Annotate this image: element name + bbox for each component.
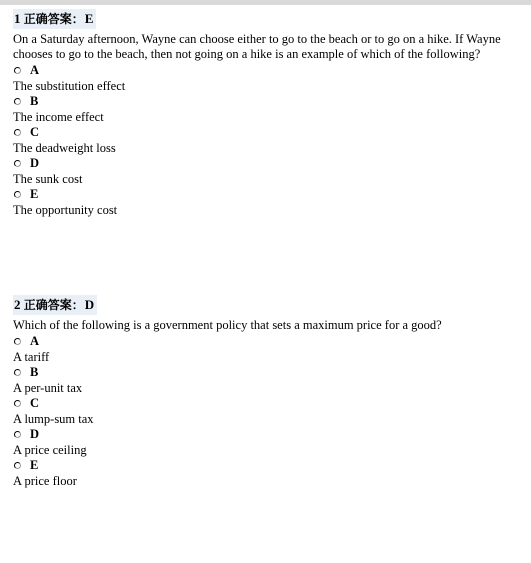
- option-row: [13, 396, 518, 411]
- radio-button[interactable]: [14, 191, 21, 198]
- option-d: [13, 156, 518, 187]
- option-a: [13, 63, 518, 94]
- question-text: Which of the following is a government policy that sets a maximum price for a good?: [13, 318, 442, 332]
- correct-answer-label: 正确答案：: [23, 298, 84, 312]
- option-text: The sunk cost: [13, 172, 83, 186]
- option-letter: D: [30, 427, 40, 441]
- option-text: The substitution effect: [13, 79, 126, 93]
- option-row: [13, 125, 518, 140]
- option-c: [13, 125, 518, 156]
- option-letter: A: [30, 63, 40, 77]
- top-toolbar-strip: [0, 0, 531, 5]
- radio-button[interactable]: [14, 160, 21, 167]
- question-1: [13, 9, 518, 218]
- option-c: [13, 396, 518, 427]
- option-a: [13, 334, 518, 365]
- question-header: [13, 295, 97, 315]
- question-number: 1: [14, 11, 21, 26]
- option-row: [13, 334, 518, 349]
- option-text: A lump-sum tax: [13, 412, 94, 426]
- option-e: [13, 458, 518, 489]
- radio-button[interactable]: [14, 431, 21, 438]
- option-row: [13, 427, 518, 442]
- option-row: [13, 365, 518, 380]
- option-letter: E: [30, 458, 39, 472]
- correct-answer-value: D: [84, 297, 95, 312]
- option-text: The opportunity cost: [13, 203, 118, 217]
- radio-button[interactable]: [14, 462, 21, 469]
- option-b: [13, 94, 518, 125]
- option-letter: D: [30, 156, 40, 170]
- option-letter: A: [30, 334, 40, 348]
- option-row: [13, 156, 518, 171]
- correct-answer-value: E: [84, 11, 94, 26]
- option-letter: B: [30, 94, 39, 108]
- option-b: [13, 365, 518, 396]
- option-e: [13, 187, 518, 218]
- option-text: The deadweight loss: [13, 141, 116, 155]
- option-row: [13, 63, 518, 78]
- option-text: A per-unit tax: [13, 381, 83, 395]
- option-letter: C: [30, 125, 40, 139]
- question-text: On a Saturday afternoon, Wayne can choose either to go to the beach or to go on a hike. If Wayne chooses to go to the beach, then not going on a hike is an example of which of the following?: [13, 32, 501, 61]
- option-text: A tariff: [13, 350, 50, 364]
- option-letter: E: [30, 187, 39, 201]
- question-2: [13, 295, 518, 489]
- option-letter: C: [30, 396, 40, 410]
- radio-button[interactable]: [14, 369, 21, 376]
- option-d: [13, 427, 518, 458]
- option-row: [13, 187, 518, 202]
- radio-button[interactable]: [14, 338, 21, 345]
- option-row: [13, 94, 518, 109]
- option-text: The income effect: [13, 110, 104, 124]
- radio-button[interactable]: [14, 67, 21, 74]
- radio-button[interactable]: [14, 129, 21, 136]
- option-text: A price floor: [13, 474, 77, 488]
- correct-answer-label: 正确答案：: [23, 12, 84, 26]
- option-text: A price ceiling: [13, 443, 87, 457]
- option-row: [13, 458, 518, 473]
- radio-button[interactable]: [14, 400, 21, 407]
- question-header: [13, 9, 96, 29]
- radio-button[interactable]: [14, 98, 21, 105]
- question-number: 2: [14, 297, 21, 312]
- option-letter: B: [30, 365, 39, 379]
